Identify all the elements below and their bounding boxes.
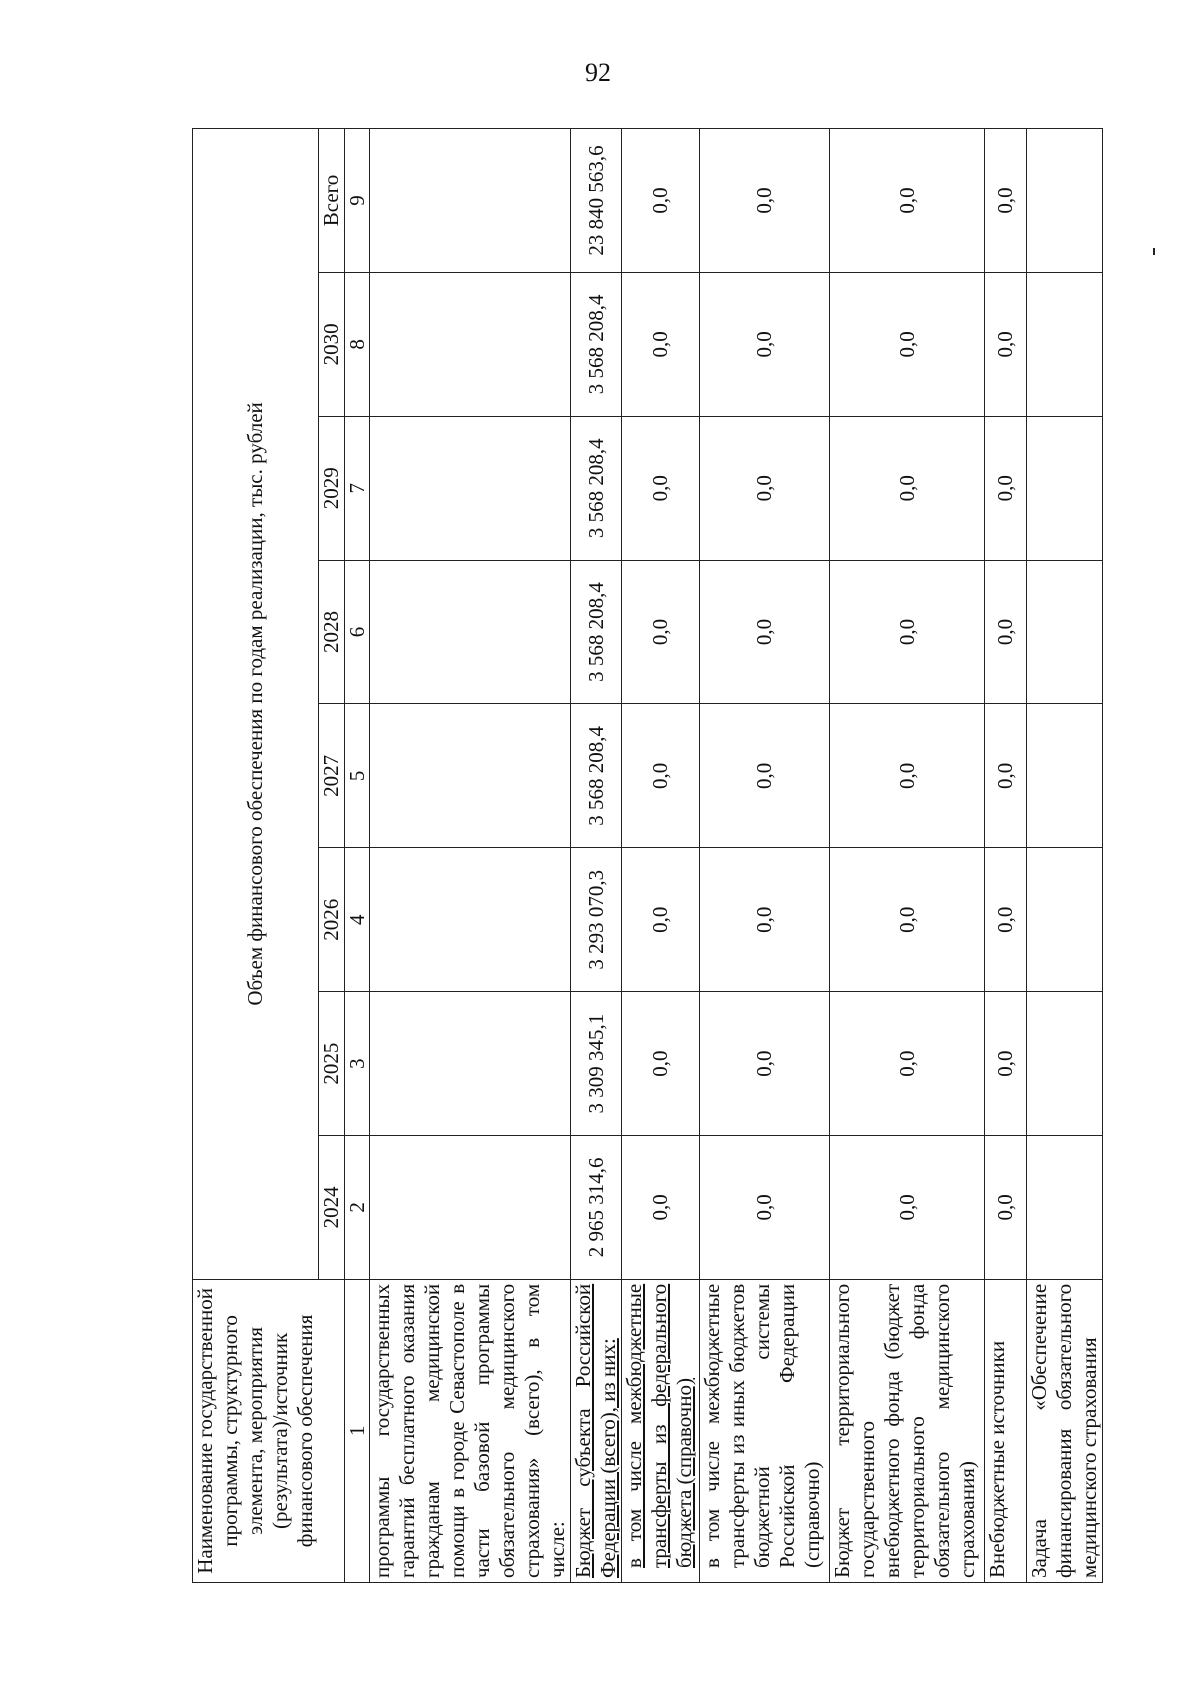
row-value [1027,129,1103,273]
row-value [1027,1135,1103,1279]
column-number: 9 [345,129,370,273]
row-value [370,704,571,848]
row-value [370,1135,571,1279]
row-value [1027,560,1103,704]
row-value: 0,0 [985,1135,1027,1279]
row-value: 0,0 [700,1135,830,1279]
row-value: 0,0 [830,992,985,1136]
row-value: 0,0 [830,272,985,416]
row-value: 0,0 [985,416,1027,560]
year-header: 2024 [319,1135,345,1279]
year-header: 2027 [319,704,345,848]
row-value: 0,0 [700,704,830,848]
column-header-funding: Объем финансового обеспечения по годам реализации, тыс. рублей [193,129,319,1280]
row-value: 0,0 [622,416,700,560]
row-value: 0,0 [700,848,830,992]
row-value: 0,0 [985,848,1027,992]
table-row [1027,129,1103,1583]
row-value: 0,0 [622,129,700,273]
row-value: 3 568 208,4 [571,272,622,416]
row-value: 0,0 [700,560,830,704]
financing-table [192,128,1103,1583]
row-value: 0,0 [985,992,1027,1136]
table-row [985,129,1027,1583]
row-value: 2 965 314,6 [571,1135,622,1279]
page-number: 92 [585,58,611,87]
row-value: 0,0 [830,560,985,704]
row-name [571,1279,622,1582]
row-value: 0,0 [622,1135,700,1279]
column-number: 1 [345,1279,370,1582]
row-value: 0,0 [700,129,830,273]
row-value: 0,0 [985,129,1027,273]
row-value [1027,704,1103,848]
row-value: 0,0 [622,848,700,992]
year-header: 2026 [319,848,345,992]
row-value [370,272,571,416]
row-value: 0,0 [622,704,700,848]
row-value: 0,0 [622,272,700,416]
row-name-text: Бюджет субъекта Российской Федерации (всего), из них: [571,1283,620,1578]
year-header: 2028 [319,560,345,704]
column-number: 8 [345,272,370,416]
row-value: 3 309 345,1 [571,992,622,1136]
row-name: программы государственных гарантий бесплатного оказания гражданам медицинской помощи в городе Севастополе в части базовой программы обязательного медицинского страхования» (всего), в том числе: [370,1279,571,1582]
row-value [1027,848,1103,992]
column-number-row [345,129,370,1583]
row-value: 0,0 [700,272,830,416]
table-row [571,129,622,1583]
row-value: 3 293 070,3 [571,848,622,992]
row-value [370,992,571,1136]
column-number: 4 [345,848,370,992]
row-value: 23 840 563,6 [571,129,622,273]
row-name: Задача «Обеспечение финансирования обязательного медицинского страхования [1027,1279,1103,1582]
table-row [370,129,571,1583]
column-number: 2 [345,1135,370,1279]
row-value: 0,0 [830,704,985,848]
column-number: 6 [345,560,370,704]
year-header: 2025 [319,992,345,1136]
header-row [193,129,319,1583]
row-value: 0,0 [830,416,985,560]
row-value [1027,272,1103,416]
column-number: 3 [345,992,370,1136]
year-header: 2029 [319,416,345,560]
row-name-text: в том числе межбюджетные трансферты из федерального бюджета (справочно) [622,1283,696,1568]
row-value [1027,416,1103,560]
row-name: в том числе межбюджетные трансферты из иных бюджетов бюджетной системы Российской Федерации (справочно) [700,1279,830,1582]
rotated-table-container [192,128,1101,1583]
table-row [622,129,700,1583]
row-value [1027,992,1103,1136]
row-name: Бюджет территориального государственного внебюджетного фонда (бюджет территориального фонда обязательного медицинского страхования) [830,1279,985,1582]
row-value: 0,0 [830,129,985,273]
year-header: 2030 [319,272,345,416]
column-number: 5 [345,704,370,848]
row-value: 0,0 [700,992,830,1136]
row-value [370,416,571,560]
row-value: 3 568 208,4 [571,416,622,560]
row-value [370,848,571,992]
scan-mark [1153,248,1155,255]
column-number: 7 [345,416,370,560]
row-value: 0,0 [985,272,1027,416]
row-name: Внебюджетные источники [985,1279,1027,1582]
row-value: 0,0 [622,560,700,704]
row-value: 0,0 [830,1135,985,1279]
row-name [622,1279,700,1582]
table-row [830,129,985,1583]
row-value: 0,0 [985,704,1027,848]
row-value: 0,0 [985,560,1027,704]
row-value: 3 568 208,4 [571,704,622,848]
year-header: Всего [319,129,345,273]
row-value: 0,0 [700,416,830,560]
column-header-name: Наименование государственной программы, структурного элемента, мероприятия (результата)/источник финансового обеспечения [193,1279,345,1582]
row-value [370,129,571,273]
row-value: 3 568 208,4 [571,560,622,704]
table-row [700,129,830,1583]
row-value: 0,0 [622,992,700,1136]
row-value: 0,0 [830,848,985,992]
row-value [370,560,571,704]
